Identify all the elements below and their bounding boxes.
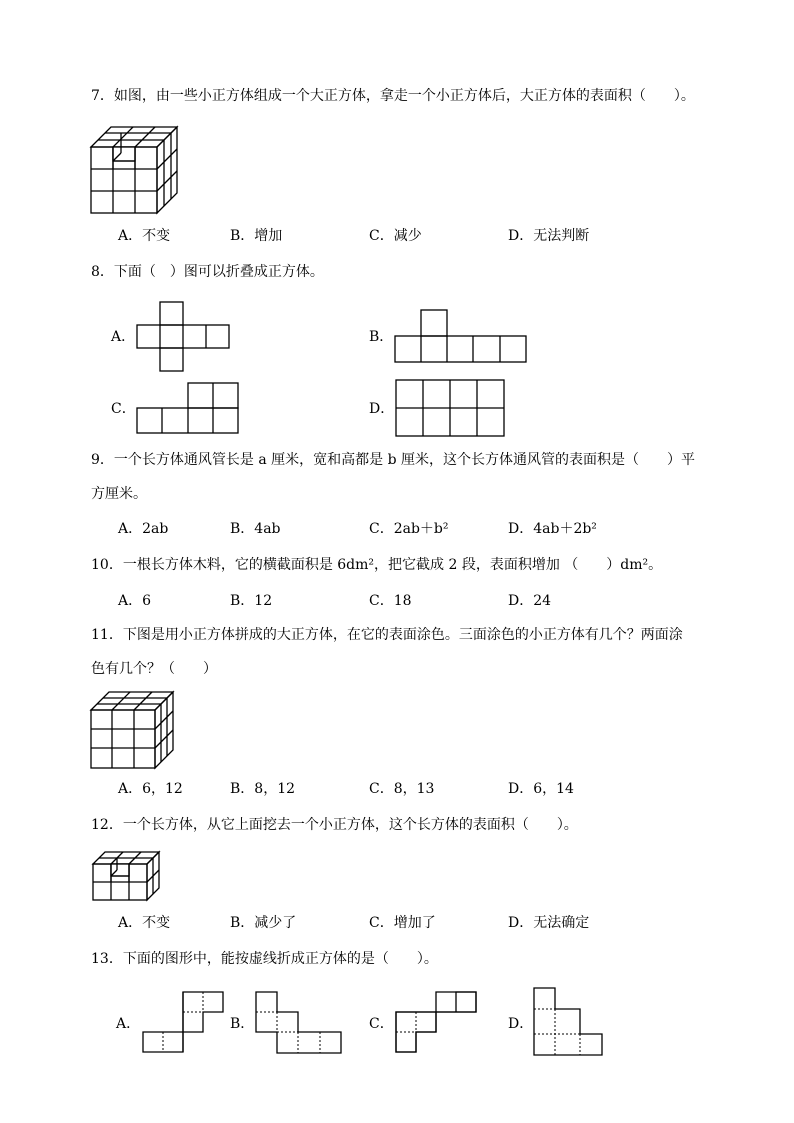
- q13-label-d[interactable]: D．: [508, 1016, 534, 1032]
- q8-label-b[interactable]: B．: [369, 329, 394, 345]
- q9-stem-line2: 方厘米。: [91, 486, 147, 502]
- q7-stem: 7．如图，由一些小正方体组成一个大正方体，拿走一个小正方体后，大正方体的表面积（ ）。: [91, 88, 695, 104]
- q9-option-d[interactable]: D．4ab＋2b²: [508, 521, 597, 537]
- q10-option-c[interactable]: C．18: [369, 593, 412, 609]
- q10-option-d[interactable]: D．24: [508, 593, 552, 609]
- q13-net-d: [534, 988, 606, 1058]
- q13-net-b: [256, 992, 344, 1056]
- q12-cuboid-figure: [93, 852, 163, 902]
- q11-option-d[interactable]: D．6，14: [508, 781, 574, 797]
- q13-label-b[interactable]: B．: [230, 1016, 255, 1032]
- q7-cube-figure: [91, 127, 183, 215]
- q9-option-a[interactable]: A．2ab: [118, 521, 169, 537]
- q11-cube-figure: [91, 692, 175, 770]
- q11-stem-line2: 色有几个？（ ）: [91, 661, 217, 677]
- q7-option-d[interactable]: D．无法判断: [508, 228, 590, 244]
- q7-option-a[interactable]: A．不变: [118, 228, 171, 244]
- q8-net-d: [396, 380, 506, 438]
- q11-option-b[interactable]: B．8，12: [230, 781, 296, 797]
- q13-stem: 13．下面的图形中，能按虚线折成正方体的是（ ）。: [91, 951, 438, 967]
- q11-option-a[interactable]: A．6，12: [118, 781, 183, 797]
- q8-label-d[interactable]: D．: [369, 401, 395, 417]
- q11-stem-line1: 11．下图是用小正方体拼成的大正方体，在它的表面涂色。三面涂色的小正方体有几个？两面涂: [91, 627, 683, 643]
- q13-label-c[interactable]: C．: [369, 1016, 394, 1032]
- q10-option-a[interactable]: A．6: [118, 593, 152, 609]
- q8-label-c[interactable]: C．: [111, 401, 136, 417]
- q13-label-a[interactable]: A．: [116, 1016, 141, 1032]
- q8-net-c: [137, 383, 241, 435]
- q8-net-b: [395, 310, 529, 364]
- q8-stem: 8．下面（ ）图可以折叠成正方体。: [91, 264, 324, 280]
- q8-net-a: [137, 302, 231, 372]
- q12-option-c[interactable]: C．增加了: [369, 915, 436, 931]
- q13-net-a: [143, 992, 227, 1054]
- q8-label-a[interactable]: A．: [111, 329, 136, 345]
- q13-net-c: [396, 992, 478, 1054]
- q11-option-c[interactable]: C．8，13: [369, 781, 435, 797]
- q12-option-a[interactable]: A．不变: [118, 915, 171, 931]
- q10-stem: 10．一根长方体木料，它的横截面积是 6dm²，把它截成 2 段，表面积增加 （ ）dm²。: [91, 557, 663, 573]
- q9-stem-line1: 9．一个长方体通风管长是 a 厘米，宽和高都是 b 厘米，这个长方体通风管的表面积是（ ）平: [91, 452, 696, 468]
- q10-option-b[interactable]: B．12: [230, 593, 273, 609]
- q12-option-d[interactable]: D．无法确定: [508, 915, 590, 931]
- q12-option-b[interactable]: B．减少了: [230, 915, 297, 931]
- q9-option-b[interactable]: B．4ab: [230, 521, 281, 537]
- q7-option-b[interactable]: B．增加: [230, 228, 283, 244]
- q7-option-c[interactable]: C．减少: [369, 228, 422, 244]
- q9-option-c[interactable]: C．2ab＋b²: [369, 521, 449, 537]
- q12-stem: 12．一个长方体，从它上面挖去一个小正方体，这个长方体的表面积（ ）。: [91, 817, 578, 833]
